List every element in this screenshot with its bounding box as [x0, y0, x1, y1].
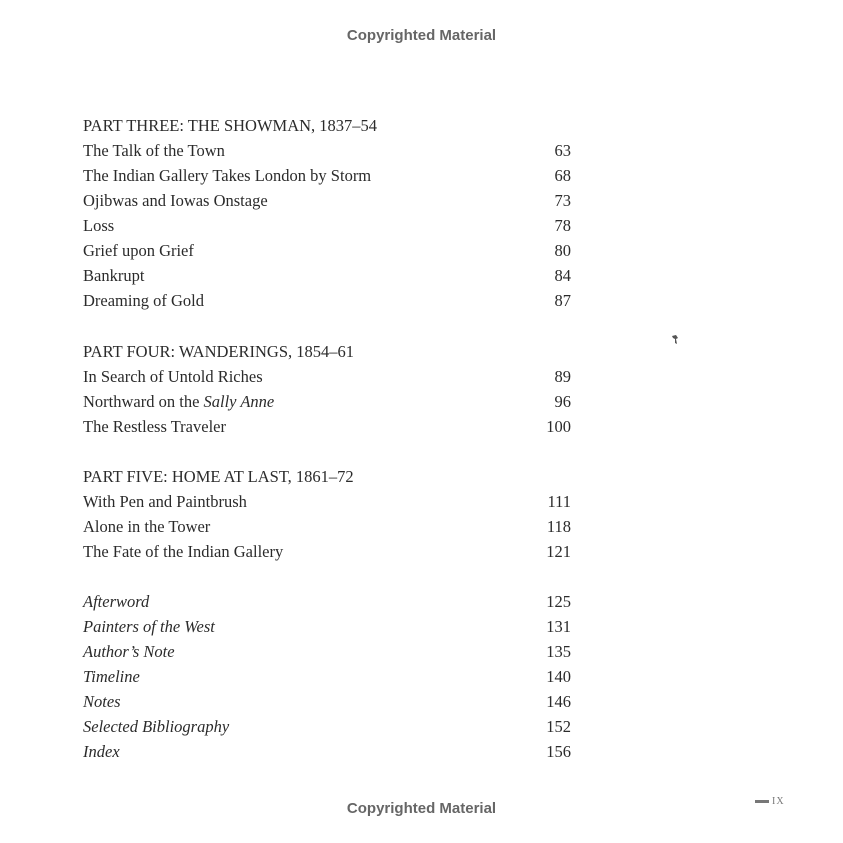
toc-entry[interactable] [83, 215, 571, 237]
entry-title: Grief upon Grief [83, 241, 194, 260]
entry-title: Loss [83, 216, 115, 235]
entry-title: The Talk of the Town [83, 141, 225, 160]
entry-page: 89 [554, 367, 571, 386]
backmatter-entry[interactable] [83, 666, 571, 688]
entry-page: 118 [546, 517, 571, 536]
entry-title: The Indian Gallery Takes London by Storm [83, 166, 372, 185]
part-heading [83, 341, 571, 363]
entry-title: The Restless Traveler [83, 417, 226, 436]
entry-title: Painters of the West [83, 617, 215, 636]
copyright-banner-top: Copyrighted Material [346, 27, 497, 44]
entry-title: Timeline [83, 667, 140, 686]
entry-title-italic: Sally Anne [203, 392, 275, 411]
entry-title: Index [83, 742, 120, 761]
entry-title: Alone in the Tower [83, 517, 211, 536]
entry-page: 80 [554, 241, 571, 260]
part-heading [83, 466, 571, 488]
entry-title-prefix: Northward on the [83, 392, 204, 411]
entry-title: Dreaming of Gold [83, 291, 204, 310]
entry-title: Author’s Note [83, 642, 175, 661]
entry-page: 146 [546, 692, 571, 711]
entry-page: 73 [554, 191, 571, 210]
toc-entry[interactable] [83, 165, 571, 187]
part-title: PART THREE: THE SHOWMAN, 1837–54 [83, 116, 378, 135]
entry-title: Bankrupt [83, 266, 145, 285]
toc-entry[interactable] [83, 265, 571, 287]
entry-page: 125 [546, 592, 571, 611]
entry-title: Ojibwas and Iowas Onstage [83, 191, 268, 210]
entry-title [83, 391, 274, 413]
backmatter-entry[interactable] [83, 616, 571, 638]
entry-page: 156 [546, 742, 571, 761]
entry-title: Notes [83, 692, 121, 711]
entry-title: The Fate of the Indian Gallery [83, 542, 284, 561]
entry-title: Selected Bibliography [83, 717, 230, 736]
backmatter-entry[interactable] [83, 691, 571, 713]
toc-entry[interactable] [83, 140, 571, 162]
entry-page: 152 [546, 717, 571, 736]
entry-page: 78 [554, 216, 571, 235]
entry-title: Afterword [83, 592, 150, 611]
entry-page: 68 [554, 166, 571, 185]
part-heading [83, 115, 571, 137]
entry-title: With Pen and Paintbrush [83, 492, 247, 511]
backmatter-entry[interactable] [83, 591, 571, 613]
toc-entry[interactable] [83, 391, 571, 413]
toc-entry[interactable] [83, 416, 571, 438]
entry-page: 63 [554, 141, 571, 160]
toc-entry[interactable] [83, 240, 571, 262]
backmatter-entry[interactable] [83, 716, 571, 738]
entry-page: 84 [554, 266, 571, 285]
copyright-banner-bottom: Copyrighted Material [346, 800, 497, 817]
entry-page: 111 [547, 492, 571, 511]
entry-page: 87 [554, 291, 571, 310]
entry-page: 140 [546, 667, 571, 686]
backmatter-entry[interactable] [83, 741, 571, 763]
entry-page: 100 [546, 417, 571, 436]
folio-number: IX [772, 796, 785, 807]
toc-entry[interactable] [83, 541, 571, 563]
toc-entry[interactable] [83, 516, 571, 538]
part-title: PART FIVE: HOME AT LAST, 1861–72 [83, 467, 354, 486]
toc-entry[interactable] [83, 290, 571, 312]
toc-entry[interactable] [83, 190, 571, 212]
entry-page: 135 [546, 642, 571, 661]
ink-speck-icon [671, 334, 679, 345]
entry-title: In Search of Untold Riches [83, 367, 263, 386]
backmatter-entry[interactable] [83, 641, 571, 663]
toc-entry[interactable] [83, 491, 571, 513]
toc-entry[interactable] [83, 366, 571, 388]
entry-page: 131 [546, 617, 571, 636]
entry-page: 121 [546, 542, 571, 561]
part-title: PART FOUR: WANDERINGS, 1854–61 [83, 342, 355, 361]
entry-page: 96 [554, 392, 571, 411]
